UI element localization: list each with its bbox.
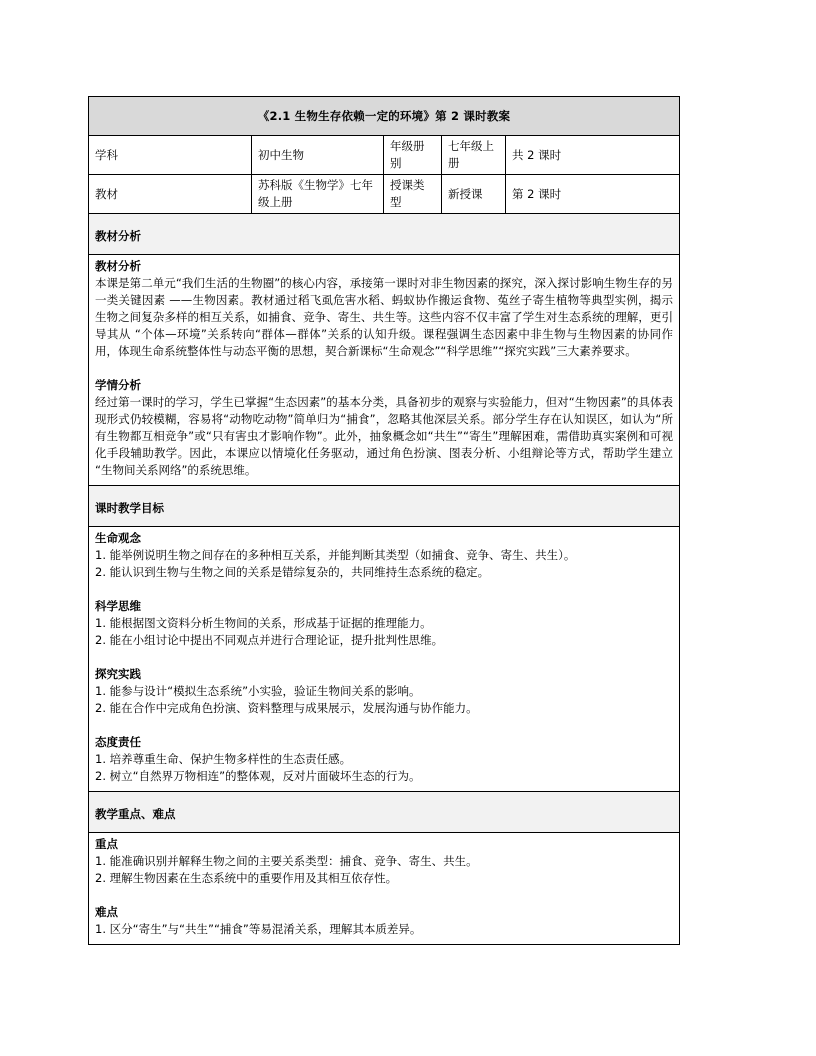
difficulty-item: 1. 区分“寄生”与“共生”“捕食”等易混淆关系，理解其本质差异。 (95, 922, 422, 936)
section-heading-objectives: 课时教学目标 (89, 486, 680, 527)
section-heading-analysis: 教材分析 (89, 214, 680, 255)
grade-label: 年级册别 (384, 136, 442, 175)
subject-value: 初中生物 (252, 136, 384, 175)
learner-analysis-text: 经过第一课时的学习，学生已掌握“生态因素”的基本分类，具备初步的观察与实验能力，但对“生物因素”的具体表现形式仍较模糊，容易将“动物吃动物”简单归为“捕食”，忽略其他深层关系。部分学生存在认知误区，如认为“所有生物都互相竞争”或“只有害虫才影响作物”。此外，抽象概念如“共生”“寄生”理解困难，需借助真实案例和可视化手段辅助教学。因此，本课应以情境化任务驱动，通过角色扮演、图表分析、小组辩论等方式，帮助学生建立 “生物间关系网络”的系统思维。 (95, 395, 673, 477)
objective-group-title: 探究实践 (95, 667, 141, 681)
objective-item: 1. 能根据图文资料分析生物间的关系，形成基于证据的推理能力。 (95, 616, 432, 630)
textbook-value: 苏科版《生物学》七年级上册 (252, 175, 384, 214)
focus-item: 2. 理解生物因素在生态系统中的重要作用及其相互依存性。 (95, 871, 398, 885)
total-periods: 共 2 课时 (506, 136, 680, 175)
textbook-analysis-text: 本课是第二单元“我们生活的生物圈”的核心内容，承接第一课时对非生物因素的探究，深入探讨影响生物生存的另一类关键因素 ——生物因素。教材通过稻飞虱危害水稻、蚂蚁协作搬运食物、菟丝子寄生植物等典型实例，揭示生物之间复杂多样的相互关系，如捕食、竞争、寄生、共生等。这些内容不仅丰富了学生对生态系统的理解，更引导其从 “个体—环境”关系转向“群体—群体”关系的认知升级。课程强调生态因素中非生物与生物因素的协同作用，体现生命系统整体性与动态平衡的思想，契合新课标“生命观念”“科学思维”“探究实践”三大素养要求。 (95, 276, 673, 358)
lesson-type-label: 授课类型 (384, 175, 442, 214)
objective-item: 1. 能参与设计“模拟生态系统”小实验，验证生物间关系的影响。 (95, 684, 421, 698)
objective-group-title: 生命观念 (95, 531, 141, 545)
difficulty-title: 难点 (95, 905, 118, 919)
document-title: 《2.1 生物生存依赖一定的环境》第 2 课时教案 (89, 97, 680, 136)
subheading-learner-analysis: 学情分析 (95, 378, 141, 392)
objective-item: 2. 能在合作中完成角色扮演、资料整理与成果展示，发展沟通与协作能力。 (95, 701, 478, 715)
focus-item: 1. 能准确识别并解释生物之间的主要关系类型：捕食、竞争、寄生、共生。 (95, 854, 478, 868)
section-heading-keypoints: 教学重点、难点 (89, 792, 680, 833)
focus-title: 重点 (95, 837, 118, 851)
section-body-objectives (89, 527, 680, 792)
objective-item: 2. 能在小组讨论中提出不同观点并进行合理论证，提升批判性思维。 (95, 633, 444, 647)
objective-item: 1. 能举例说明生物之间存在的多种相互关系，并能判断其类型（如捕食、竞争、寄生、共生）。 (95, 548, 576, 562)
info-row-subject (89, 136, 680, 175)
objective-item: 2. 能认识到生物与生物之间的关系是错综复杂的，共同维持生态系统的稳定。 (95, 565, 490, 579)
section-body-keypoints (89, 833, 680, 945)
lesson-plan-table (88, 96, 680, 945)
lesson-plan-document (88, 96, 679, 945)
lesson-type-value: 新授课 (442, 175, 506, 214)
subheading-textbook-analysis: 教材分析 (95, 259, 141, 273)
lesson-number: 第 2 课时 (506, 175, 680, 214)
info-row-textbook (89, 175, 680, 214)
section-body-analysis (89, 255, 680, 486)
objective-item: 2. 树立“自然界万物相连”的整体观，反对片面破坏生态的行为。 (95, 769, 421, 783)
objective-group-title: 科学思维 (95, 599, 141, 613)
subject-label: 学科 (89, 136, 252, 175)
textbook-label: 教材 (89, 175, 252, 214)
grade-value: 七年级上册 (442, 136, 506, 175)
objective-group-title: 态度责任 (95, 735, 141, 749)
objective-item: 1. 培养尊重生命、保护生物多样性的生态责任感。 (95, 752, 352, 766)
